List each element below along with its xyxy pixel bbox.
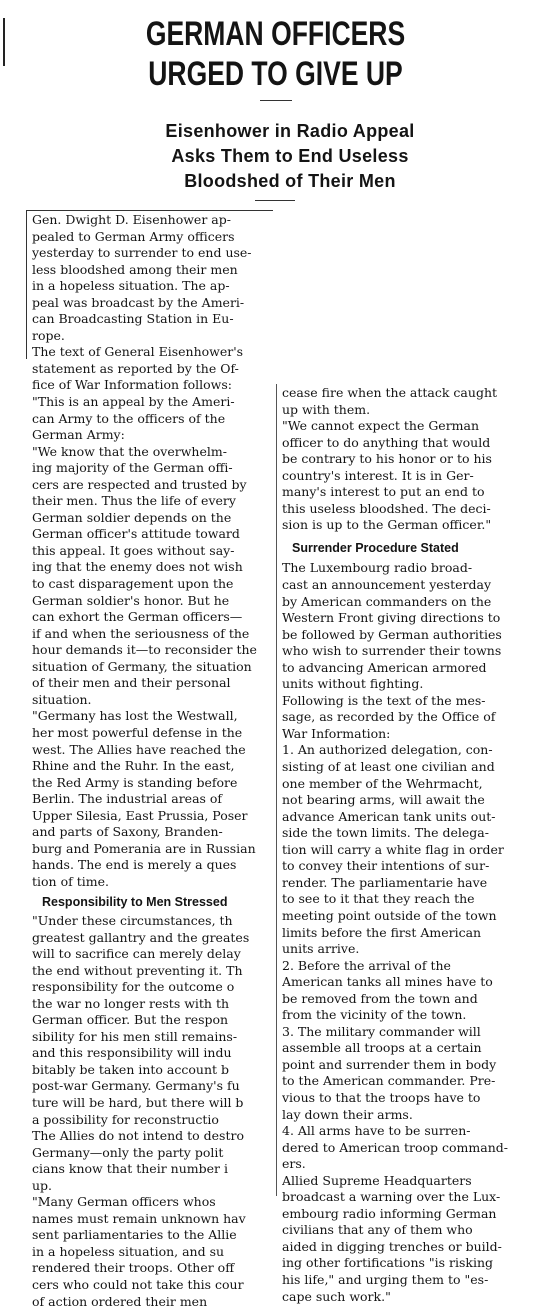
text-line: sion is up to the German officer."	[282, 517, 492, 533]
text-line: many's interest to put an end to	[282, 484, 485, 500]
text-line: rope.	[32, 327, 65, 343]
text-line: by American commanders on the	[282, 593, 492, 609]
text-line: "We cannot expect the German	[282, 418, 480, 434]
text-line: German officer's attitude toward	[32, 526, 240, 542]
text-line: sage, as recorded by the Office of	[282, 709, 496, 725]
text-line: War Information:	[282, 725, 391, 741]
text-line: tion of time.	[32, 873, 109, 889]
headline-line-2: URGED TO GIVE UP	[148, 55, 403, 93]
text-line: in a hopeless situation. The ap-	[32, 278, 230, 294]
text-line: to convey their intentions of sur-	[282, 858, 490, 874]
text-line: units without fighting.	[282, 676, 424, 692]
text-line: this useless bloodshed. The deci-	[282, 500, 491, 516]
text-line: who wish to surrender their towns	[282, 643, 502, 659]
text-line: post-war Germany. Germany's fu	[32, 1078, 240, 1094]
deck-line-1: Eisenhower in Radio Appeal	[165, 121, 415, 141]
text-line: "Germany has lost the Westwall,	[32, 708, 238, 724]
text-line: dered to American troop command-	[282, 1139, 508, 1155]
text-line: to advancing American armored	[282, 659, 487, 675]
text-line: be contrary to his honor or to his	[282, 451, 492, 467]
text-line: country's interest. It is in Ger-	[282, 467, 474, 483]
deck-line-3: Bloodshed of Their Men	[184, 171, 396, 191]
text-line: Upper Silesia, East Prussia, Poser	[32, 807, 248, 823]
text-line: point and surrender them in body	[282, 1056, 497, 1072]
text-line: if and when the seriousness of the	[32, 625, 250, 641]
text-line: and parts of Saxony, Branden-	[32, 824, 223, 840]
text-line: be followed by German authorities	[282, 626, 502, 642]
text-line: Rhine and the Ruhr. In the east,	[32, 758, 235, 774]
text-line: pealed to German Army officers	[32, 228, 235, 244]
text-line: greatest gallantry and the greates	[32, 929, 250, 945]
text-line: be removed from the town and	[282, 990, 478, 1006]
text-line: west. The Allies have reached the	[32, 741, 246, 757]
text-line: to see to it that they reach the	[282, 891, 475, 907]
text-line: side the town limits. The delega-	[282, 825, 489, 841]
text-line: ers.	[282, 1156, 306, 1172]
text-line: can Broadcasting Station in Eu-	[32, 311, 234, 327]
headline-divider	[260, 100, 292, 101]
right-column	[282, 385, 528, 1305]
text-line: render. The parliamentarie have	[282, 874, 488, 890]
text-line: of their men and their personal	[32, 675, 231, 691]
text-line: her most powerful defense in the	[32, 724, 243, 740]
text-line: their men. Thus the life of every	[32, 493, 236, 509]
text-line: German soldier's honor. But he	[32, 592, 230, 608]
headline-left-rule	[3, 18, 5, 66]
text-line: units arrive.	[282, 941, 360, 957]
text-line: sent parliamentaries to the Allie	[32, 1227, 237, 1243]
text-line: hands. The end is merely a ques	[32, 857, 237, 873]
text-line: from the vicinity of the town.	[282, 1007, 467, 1023]
text-line: to cast disparagement upon the	[32, 576, 234, 592]
text-line: ing that the enemy does not wish	[32, 559, 243, 575]
text-line: German Army:	[32, 427, 125, 443]
text-line: cers who could not take this cour	[32, 1277, 244, 1292]
text-line: situation of Germany, the situation	[32, 658, 252, 674]
text-line: "We know that the overwhelm-	[32, 443, 227, 459]
text-line: Following is the text of the mes-	[282, 692, 486, 708]
text-line: situation.	[32, 691, 92, 707]
text-line: The text of General Eisenhower's	[32, 344, 244, 360]
text-line: officer to do anything that would	[282, 434, 491, 450]
text-line: peal was broadcast by the Ameri-	[32, 294, 245, 310]
text-line: can Army to the officers of the	[32, 410, 226, 426]
right-column-lines-2	[282, 560, 528, 1305]
text-line: names must remain unknown hav	[32, 1210, 246, 1226]
text-line: advance American tank units out-	[282, 808, 496, 824]
text-line: cians know that their number i	[32, 1161, 228, 1177]
text-line: hour demands it—to reconsider the	[32, 642, 257, 658]
text-line: Gen. Dwight D. Eisenhower ap-	[32, 212, 231, 227]
text-line: cast an announcement yesterday	[282, 577, 492, 593]
column-divider	[276, 384, 277, 1196]
text-line: 2. Before the arrival of the	[282, 957, 451, 973]
text-line: his life," and urging them to "es-	[282, 1271, 489, 1287]
text-line: this appeal. It goes without say-	[32, 542, 235, 558]
text-line: limits before the first American	[282, 924, 482, 940]
text-line: ing majority of the German offi-	[32, 460, 233, 476]
text-line: and this responsibility will indu	[32, 1045, 232, 1061]
text-line: assemble all troops at a certain	[282, 1040, 482, 1056]
text-line: Germany—only the party polit	[32, 1144, 224, 1160]
text-line: 4. All arms have to be surren-	[282, 1123, 471, 1139]
text-line: The Allies do not intend to destro	[32, 1128, 244, 1144]
text-line: rendered their troops. Other off	[32, 1260, 235, 1276]
text-line: vious to that the troops have to	[282, 1089, 481, 1105]
text-line: yesterday to surrender to end use-	[32, 245, 252, 261]
text-line: ing other fortifications "is risking	[282, 1255, 494, 1271]
text-line: less bloodshed among their men	[32, 261, 238, 277]
text-line: aided in digging trenches or build-	[282, 1238, 502, 1254]
left-column	[32, 212, 270, 1310]
text-line: one member of the Wehrmacht,	[282, 775, 483, 791]
text-line: 1. An authorized delegation, con-	[282, 742, 493, 758]
text-line: cease fire when the attack caught	[282, 385, 498, 400]
headline-line-1: GERMAN OFFICERS	[145, 15, 406, 53]
text-line: cape such work."	[282, 1288, 391, 1304]
deck-divider	[255, 200, 295, 201]
text-line: fice of War Information follows:	[32, 377, 232, 393]
right-column-lines	[282, 385, 528, 534]
text-line: Berlin. The industrial areas of	[32, 791, 223, 807]
text-line: 3. The military commander will	[282, 1023, 481, 1039]
text-line: "This is an appeal by the Ameri-	[32, 394, 235, 410]
subhead-surrender: Surrender Procedure Stated	[292, 540, 459, 555]
text-line: can exhort the German officers—	[32, 609, 243, 625]
text-line: The Luxembourg radio broad-	[282, 560, 473, 576]
text-line: sisting of at least one civilian and	[282, 759, 495, 775]
text-line: up.	[32, 1177, 53, 1193]
text-line: broadcast a warning over the Lux-	[282, 1189, 501, 1205]
text-line: burg and Pomerania are in Russian	[32, 840, 256, 856]
text-line: sibility for his men still remains-	[32, 1028, 238, 1044]
deck-line-2: Asks Them to End Useless	[171, 146, 409, 166]
text-line: will to sacrifice can merely delay	[32, 946, 241, 962]
text-line: ture will be hard, but there will b	[32, 1094, 244, 1110]
text-line: embourg radio informing German	[282, 1205, 497, 1221]
text-line: statement as reported by the Of-	[32, 360, 239, 376]
text-line: tion will carry a white flag in order	[282, 841, 504, 857]
left-column-lines	[32, 212, 270, 890]
text-line: Western Front giving directions to	[282, 610, 501, 626]
text-line: American tanks all mines have to	[282, 974, 493, 990]
text-line: of action ordered their men	[32, 1293, 208, 1309]
text-line: bitably be taken into account b	[32, 1061, 230, 1077]
left-column-lines-2	[32, 913, 270, 1310]
text-line: up with them.	[282, 401, 371, 417]
text-line: "Many German officers whos	[32, 1194, 216, 1210]
text-line: the Red Army is standing before	[32, 774, 238, 790]
text-line: in a hopeless situation, and su	[32, 1243, 225, 1259]
text-line: "Under these circumstances, th	[32, 912, 233, 928]
text-line: responsibility for the outcome o	[32, 979, 235, 995]
text-line: meeting point outside of the town	[282, 907, 497, 923]
text-line: civilians that any of them who	[282, 1222, 473, 1238]
text-line: the end without preventing it. Th	[32, 962, 243, 978]
text-line: lay down their arms.	[282, 1106, 413, 1122]
text-line: to the American commander. Pre-	[282, 1073, 496, 1089]
text-line: German officer. But the respon	[32, 1012, 229, 1028]
text-line: German soldier depends on the	[32, 509, 232, 525]
text-line: cers are respected and trusted by	[32, 476, 247, 492]
subhead-responsibility: Responsibility to Men Stressed	[42, 895, 228, 910]
text-line: a possibility for reconstructio	[32, 1111, 219, 1127]
text-line: not bearing arms, will await the	[282, 792, 485, 808]
text-line: Allied Supreme Headquarters	[282, 1172, 472, 1188]
text-line: the war no longer rests with th	[32, 995, 230, 1011]
